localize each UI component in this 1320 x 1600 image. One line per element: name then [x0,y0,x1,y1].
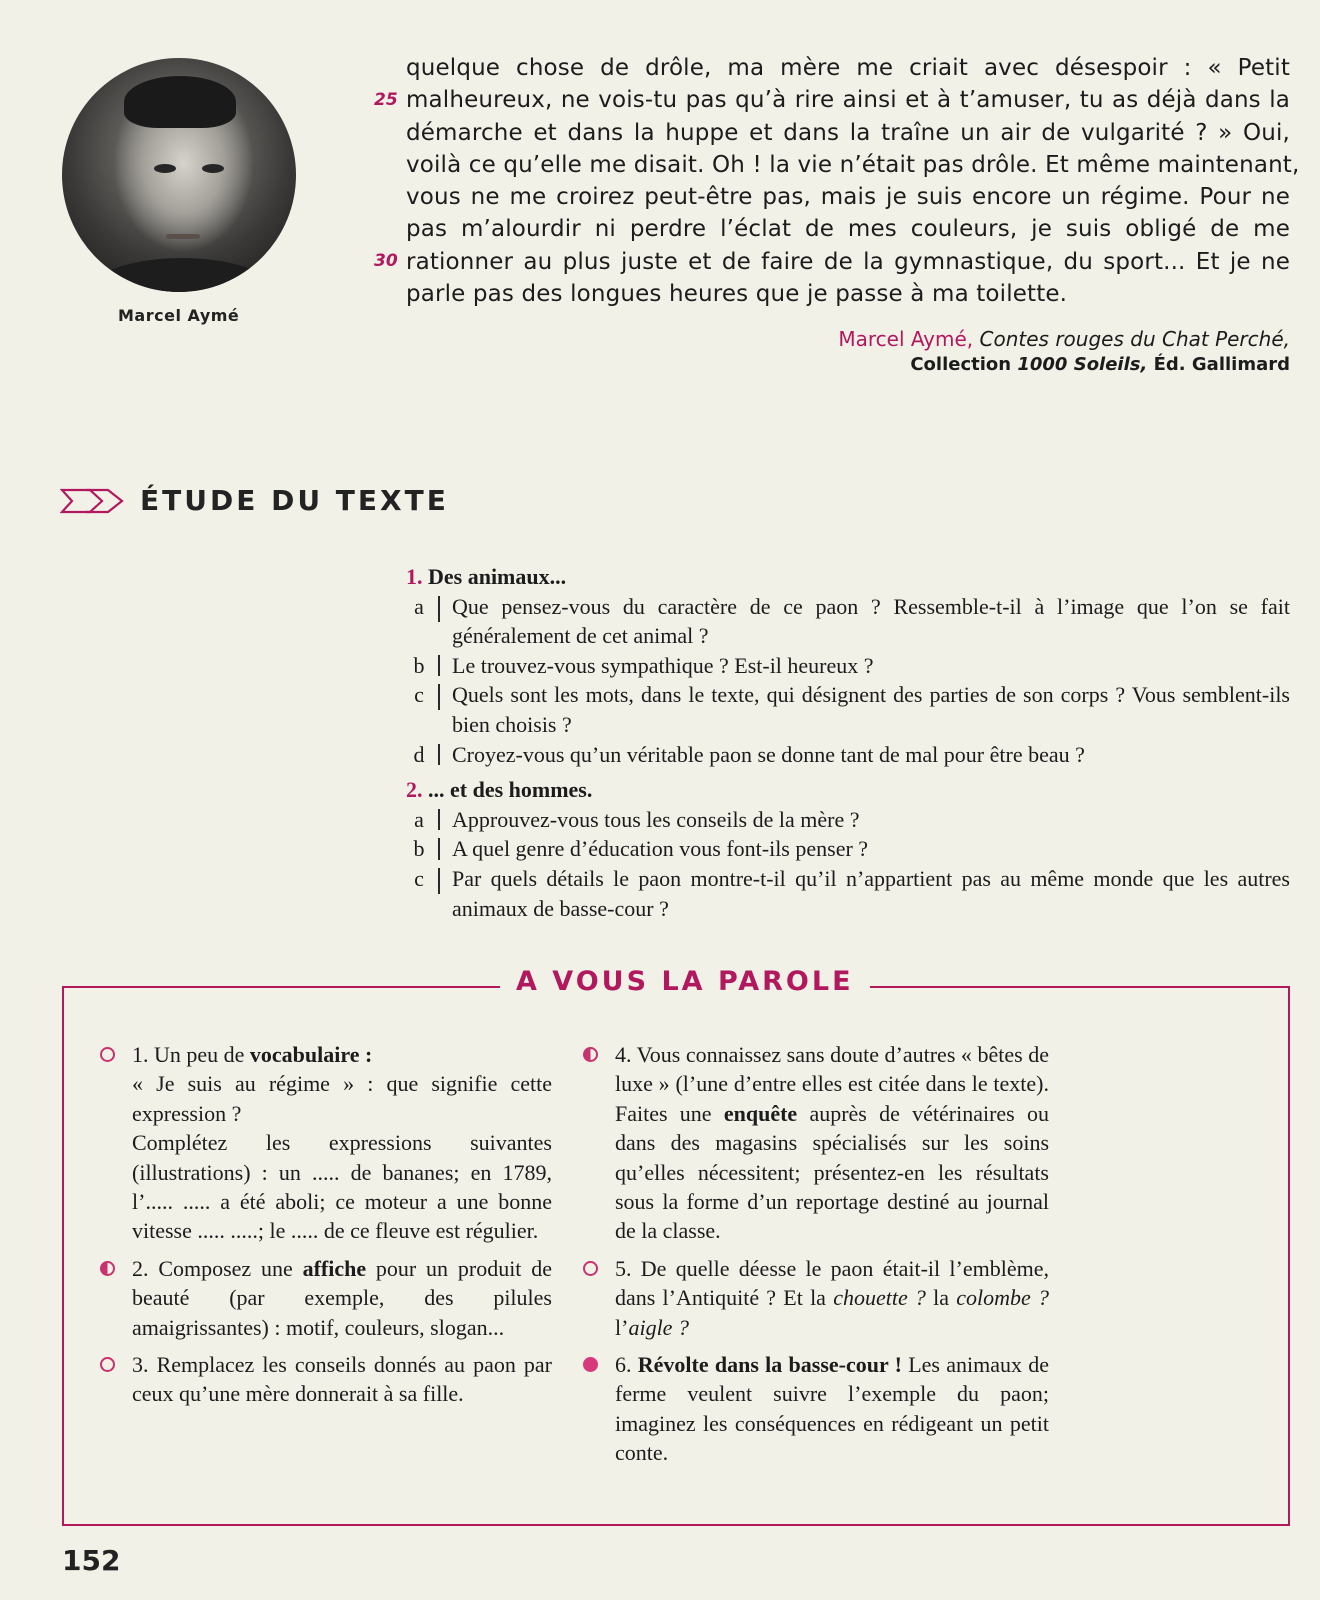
portrait-caption: Marcel Aymé [118,306,240,325]
source-collection-name: 1000 Soleils, [1017,354,1148,375]
question: a Que pensez-vous du caractère de ce paon ? Ressemble-t-il à l’image que l’on se fait généralement de cet animal ? [414,593,1290,649]
portrait-mouth [166,234,200,239]
portrait-eye-left [154,164,176,173]
source-title: Contes rouges du Chat Perché, [979,327,1290,351]
line-number: 25 [374,90,398,110]
double-arrow-icon [60,486,126,516]
exercise-item: 1. Un peu de vocabulaire : « Je suis au régime » : que signifie cette expression ? Complétez les expressions suivantes (illustrations) : un ..... de bananes; en 1789, l’..... ..... a été aboli; ce moteur a une bonne vitesse ..... .....; le ..... de ce fleuve est régulier. [100,1040,552,1246]
source-author: Marcel Aymé, [838,327,974,351]
open-circle-icon [100,1357,115,1372]
exercise-item: 4. Vous connaissez sans doute d’autres « bêtes de luxe » (l’une d’entre elles est citée dans le texte). Faites une enquête auprès de vétérinaires ou dans des magasins spécialisés sur les soins qu’elles nécessitent; présentez-en les résultats sous la forme d’un reportage destiné au journal de la classe. [583,1040,1049,1246]
exercise-item: 5. De quelle déesse le paon était-il l’emblème, dans l’Antiquité ? Et la chouette ? la colombe ? l’aigle ? [583,1254,1049,1342]
filled-circle-icon [583,1357,598,1372]
open-circle-icon [100,1047,115,1062]
portrait-eye-right [202,164,224,173]
parole-column-left [100,1040,552,1417]
question: c Par quels détails le paon montre-t-il qu’il n’appartient pas au même monde que les autres animaux de basse-cour ? [414,865,1290,921]
source-collection-prefix: Collection [910,354,1012,375]
exercise-item: 3. Remplacez les conseils donnés au paon par ceux qu’une mère donnerait à sa fille. [100,1350,552,1409]
open-circle-icon [583,1261,598,1276]
excerpt-text [406,52,1300,310]
exercise-item: 6. Révolte dans la basse-cour ! Les animaux de ferme veulent suivre l’exemple du paon; imaginez les conséquences en rédigeant un petit conte. [583,1350,1049,1468]
question: b Le trouvez-vous sympathique ? Est-il heureux ? [413,652,874,678]
portrait-suit [82,258,282,292]
etude-heading [60,484,449,517]
etude-title: ÉTUDE DU TEXTE [140,484,449,517]
half-circle-icon [583,1047,598,1062]
etude-questions [406,562,1290,923]
excerpt-line: malheureux, ne vois-tu pas qu’à rire ainsi et à t’amuser, tu as déjà dans la [406,87,1290,114]
portrait-hair [124,76,236,128]
excerpt-line: voilà ce qu’elle me disait. Oh ! la vie n’était pas drôle. Et même maintenant, [406,151,1300,178]
question: b A quel genre d’éducation vous font-ils penser ? [413,836,869,862]
exercise-item: 2. Composez une affiche pour un produit de beauté (par exemple, des pilules amaigrissantes) : motif, couleurs, slogan... [100,1254,552,1342]
excerpt-line: pas m’alourdir ni perdre l’éclat de mes couleurs, je suis obligé de me [406,216,1290,243]
question: c Quels sont les mots, dans le texte, qui désignent des parties de son corps ? Vous semblent-ils bien choisis ? [414,682,1290,737]
section-title: 1. Des animaux... [406,564,567,589]
line-number: 30 [374,251,398,271]
excerpt-line: parle pas des longues heures que je passe à ma toilette. [406,281,1068,308]
source-publisher: Éd. Gallimard [1153,354,1290,375]
section-title: 2. ... et des hommes. [406,777,593,803]
excerpt-line: vous ne me croirez peut-être pas, mais je suis encore un régime. Pour ne [406,184,1290,211]
page-number: 152 [62,1544,121,1577]
question: d Croyez-vous qu’un véritable paon se donne tant de mal pour être beau ? [413,741,1085,767]
source-citation [838,326,1290,378]
excerpt-line: quelque chose de drôle, ma mère me criait avec désespoir : « Petit [406,55,1290,81]
parole-column-right [583,1040,1049,1476]
parole-title: A VOUS LA PAROLE [500,966,870,997]
excerpt-line: rationner au plus juste et de faire de la gymnastique, du sport... Et je ne [406,248,1290,275]
excerpt-line: démarche et dans la huppe et dans la traîne un air de vulgarité ? » Oui, [406,119,1290,146]
question: a Approuvez-vous tous les conseils de la mère ? [414,806,860,832]
author-portrait [62,58,296,292]
half-circle-icon [100,1261,115,1276]
